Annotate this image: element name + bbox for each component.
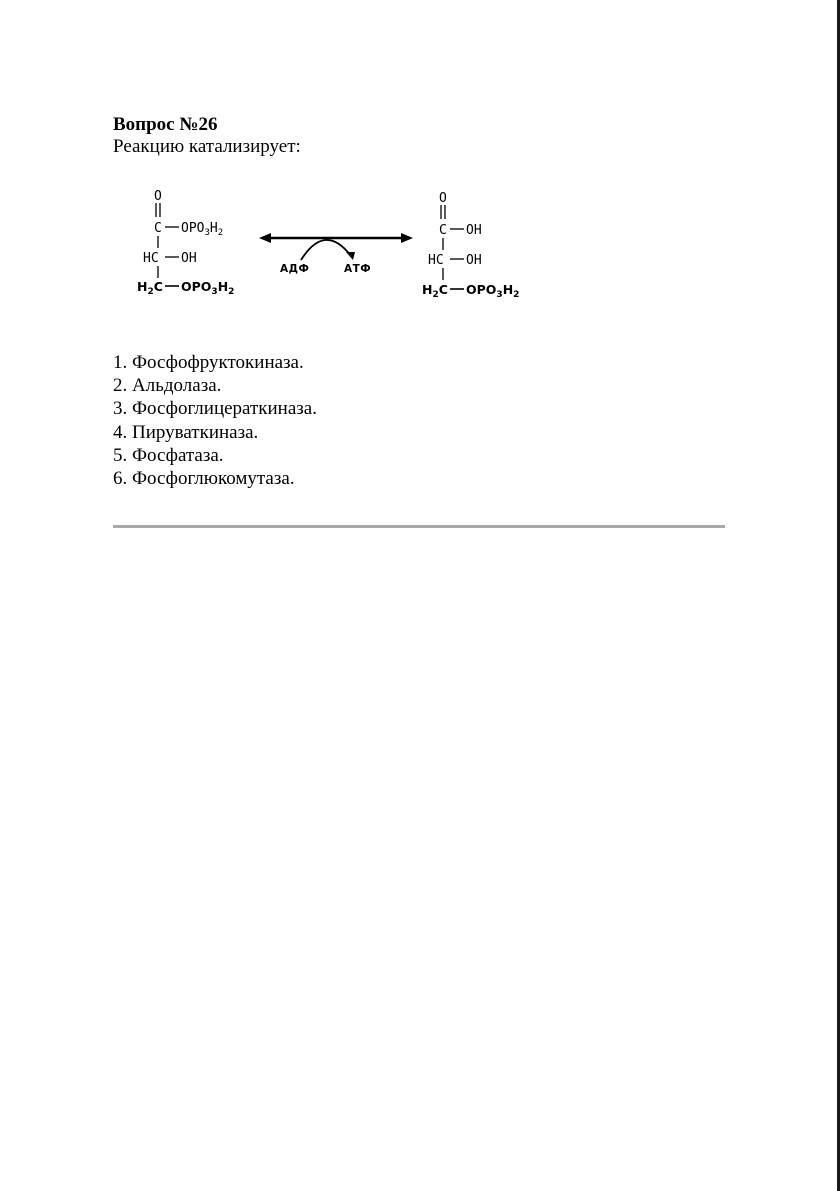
reaction-diagram <box>113 180 553 310</box>
section-divider <box>113 525 725 528</box>
answer-option[interactable]: 2. Альдолаза. <box>113 375 222 397</box>
answer-option[interactable]: 4. Пируваткиназа. <box>113 421 259 443</box>
cofactor-arc <box>301 240 351 260</box>
substrate-row3-left <box>137 279 163 297</box>
product-row3-sub1: 3 <box>496 290 503 300</box>
answer-option[interactable]: 3. Фосфоглицераткиназа. <box>113 398 317 420</box>
arrow-left-head <box>259 233 271 243</box>
answer-option[interactable]: 5. Фосфатаза. <box>113 444 224 466</box>
product-top-o: O <box>439 191 447 206</box>
cofactor-arc-head <box>346 252 355 260</box>
substrate-row1-h: H <box>209 221 218 236</box>
answer-options <box>113 351 317 490</box>
substrate-row1-sub1: 3 <box>204 228 210 238</box>
product-row3-left <box>422 282 448 300</box>
product-row1-group: OH <box>466 223 482 238</box>
question-prompt: Реакцию катализирует: <box>113 136 301 157</box>
substrate-row1-group <box>181 221 223 238</box>
question-block <box>113 114 728 158</box>
substrate-row1-sub2: 2 <box>217 228 224 238</box>
product-c2: HC <box>428 253 444 268</box>
substrate-row2-group: OH <box>181 251 197 266</box>
cofactor-atp: АТФ <box>344 263 372 275</box>
substrate-row1-opo: OPO <box>181 221 205 236</box>
cofactor-adp: АДФ <box>280 263 310 275</box>
reaction-scheme <box>113 180 553 310</box>
answer-option[interactable]: 1. Фосфофруктокиназа. <box>113 352 304 373</box>
arrow-right-head <box>401 233 413 243</box>
substrate-c2: HC <box>143 251 159 266</box>
substrate-row3-c: C <box>153 279 163 294</box>
product-row3-h: H <box>422 282 433 297</box>
product-row3-hh: H <box>502 282 514 297</box>
product-row3-sub2: 2 <box>513 290 520 300</box>
product-row2-group: OH <box>466 253 482 268</box>
substrate-row3-hh: H <box>217 279 229 294</box>
product-row3-sub: 2 <box>432 290 439 300</box>
substrate-row3-sub2: 2 <box>228 287 235 297</box>
answer-option[interactable]: 6. Фосфоглюкомутаза. <box>113 468 295 490</box>
substrate-structure <box>137 189 234 297</box>
product-row3-group <box>466 282 519 300</box>
product-row3-opo: OPO <box>466 282 497 297</box>
product-c1: C <box>439 223 447 238</box>
product-row3-c: C <box>438 282 448 297</box>
substrate-c1: C <box>154 221 162 236</box>
substrate-row3-opo: OPO <box>181 279 212 294</box>
substrate-row3-group <box>181 279 234 297</box>
question-title: Вопрос №26 <box>113 114 218 135</box>
substrate-row3-sub1: 3 <box>211 287 218 297</box>
reaction-arrow <box>259 233 413 275</box>
substrate-row3-sub: 2 <box>147 287 154 297</box>
substrate-row3-h: H <box>137 279 148 294</box>
substrate-top-o: O <box>154 189 162 204</box>
product-structure <box>422 191 519 300</box>
